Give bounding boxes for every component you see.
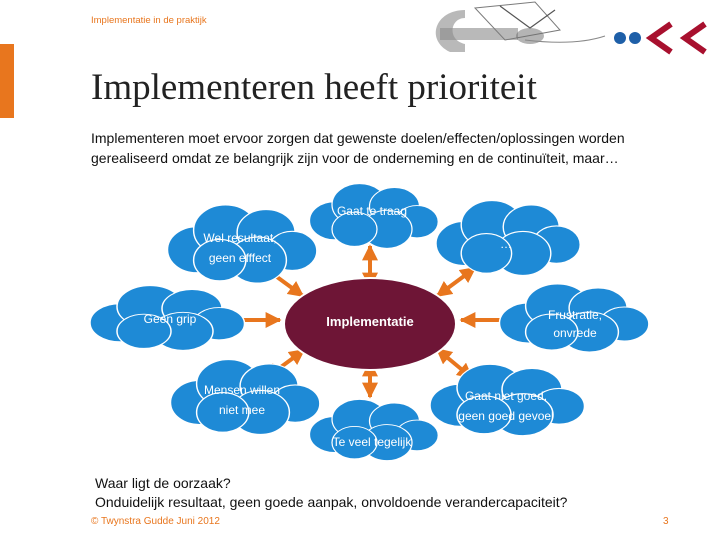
footer-copyright: © Twynstra Gudde Juni 2012 — [91, 516, 220, 527]
page-title: Implementeren heeft prioriteit — [91, 67, 537, 108]
cloud-label-top-right: … — [500, 237, 512, 251]
cloud-label-right: Frustratie, onvrede — [547, 308, 602, 340]
cloud-label-bottom-left: Mensen willen niet mee — [203, 383, 281, 417]
page-number: 3 — [663, 516, 669, 527]
cause-question — [95, 474, 685, 512]
center-label: Implementatie — [326, 314, 414, 329]
question-line-2: Onduidelijk resultaat, geen goede aanpak, onvoldoende verandercapaciteit? — [95, 494, 568, 510]
arrow-top-right — [437, 268, 475, 296]
cloud-label-left: Geen grip — [143, 312, 197, 326]
cloud-label-top-left: Wel resultaat, geen efffect — [203, 231, 277, 265]
question-line-1: Waar ligt de oorzaak? — [95, 475, 231, 491]
cloud-label-bottom-right: Gaat niet goed, geen goed gevoel — [458, 389, 554, 423]
breadcrumb: Implementatie in de praktijk — [91, 15, 207, 26]
cloud-label-top: Gaat te traag — [336, 204, 408, 218]
intro-text: Implementeren moet ervoor zorgen dat gewenste doelen/effecten/oplossingen worden gerealiseerd omdat ze belangrijk zijn voor de onderneming en de continuïteit, maar… — [91, 130, 625, 166]
cloud-label-bottom: Te veel tegelijk — [332, 435, 412, 449]
